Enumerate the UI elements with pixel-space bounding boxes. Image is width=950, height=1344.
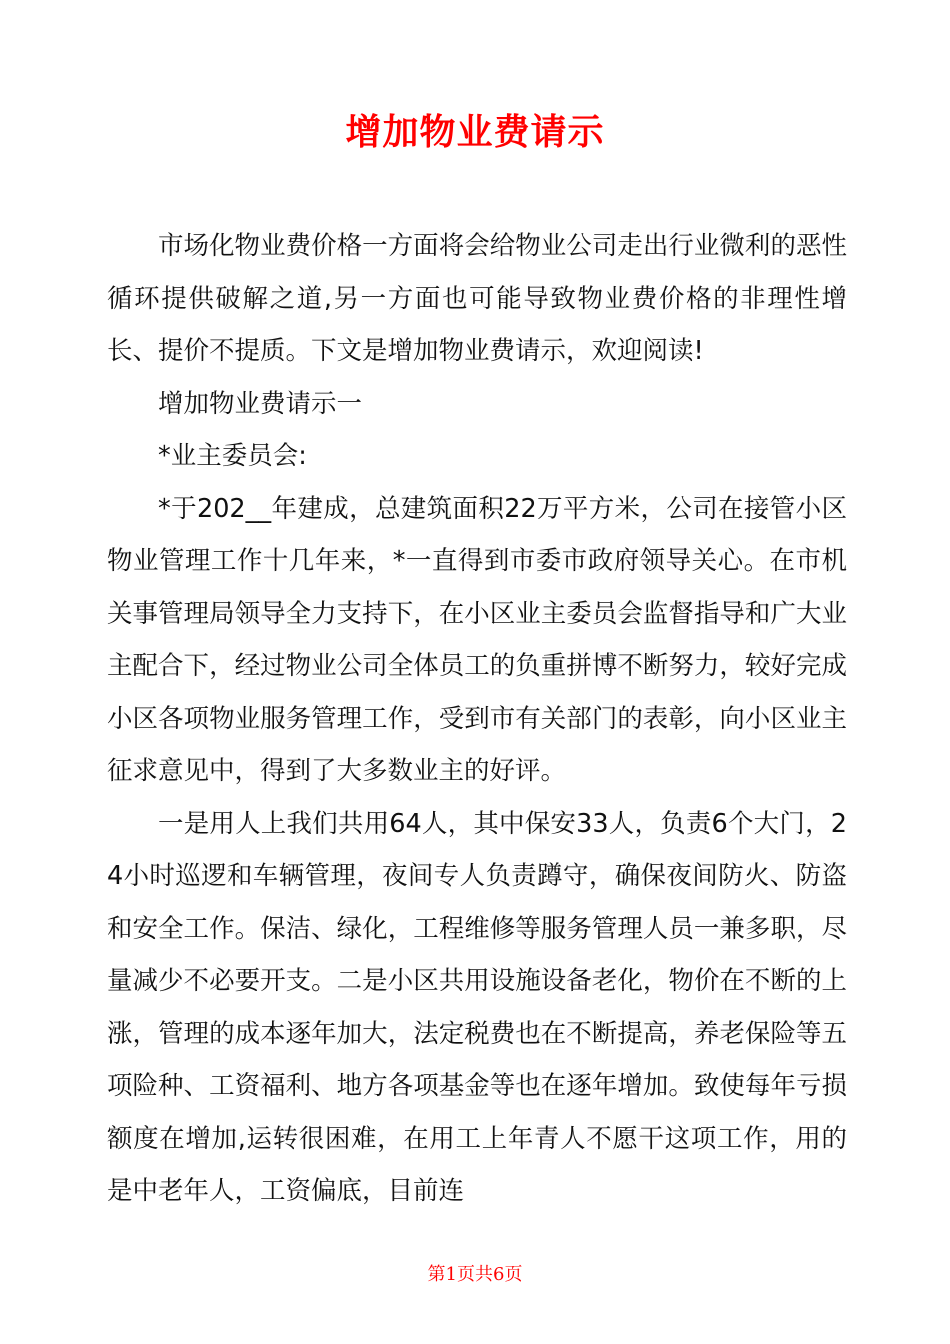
intro-paragraph: 市场化物业费价格一方面将会给物业公司走出行业微利的恶性循环提供破解之道,另一方面也可能导致物业费价格的非理性增长、提价不提质。下文是增加物业费请示，欢迎阅读! — [107, 231, 847, 366]
body-paragraph: 一是用人上我们共用64人，其中保安33人，负责6个大门，24小时巡逻和车辆管理，夜间专人负责蹲守，确保夜间防火、防盗和安全工作。保洁、绿化，工程维修等服务管理人员一兼多职，尽量减少不必要开支。二是小区共用设施设备老化，物价在不断的上涨，管理的成本逐年加大，法定税费也在不断提高，养老保险等五项险种、工资福利、地方各项基金等也在逐年增加。致使每年亏损额度在增加,运转很困难，在用工上年青人不愿干这项工作，用的是中老年人，工资偏底，目前连 — [107, 808, 847, 1206]
document-title: 增加物业费请示 — [345, 112, 605, 153]
document-body — [107, 220, 847, 1218]
body-paragraph: *于202__年建成，总建筑面积22万平方米，公司在接管小区物业管理工作十几年来，*一直得到市委市政府领导关心。在市机关事管理局领导全力支持下，在小区业主委员会监督指导和广大业主配合下，经过物业公司全体员工的负重拼博不断努力，较好完成小区各项物业服务管理工作，受到市有关部门的表彰，向小区业主征求意见中，得到了大多数业主的好评。 — [107, 493, 847, 786]
section-heading: 增加物业费请示一 — [158, 388, 363, 419]
page-number-footer: 第1页共6页 — [427, 1264, 523, 1285]
salutation: *业主委员会: — [158, 441, 307, 471]
